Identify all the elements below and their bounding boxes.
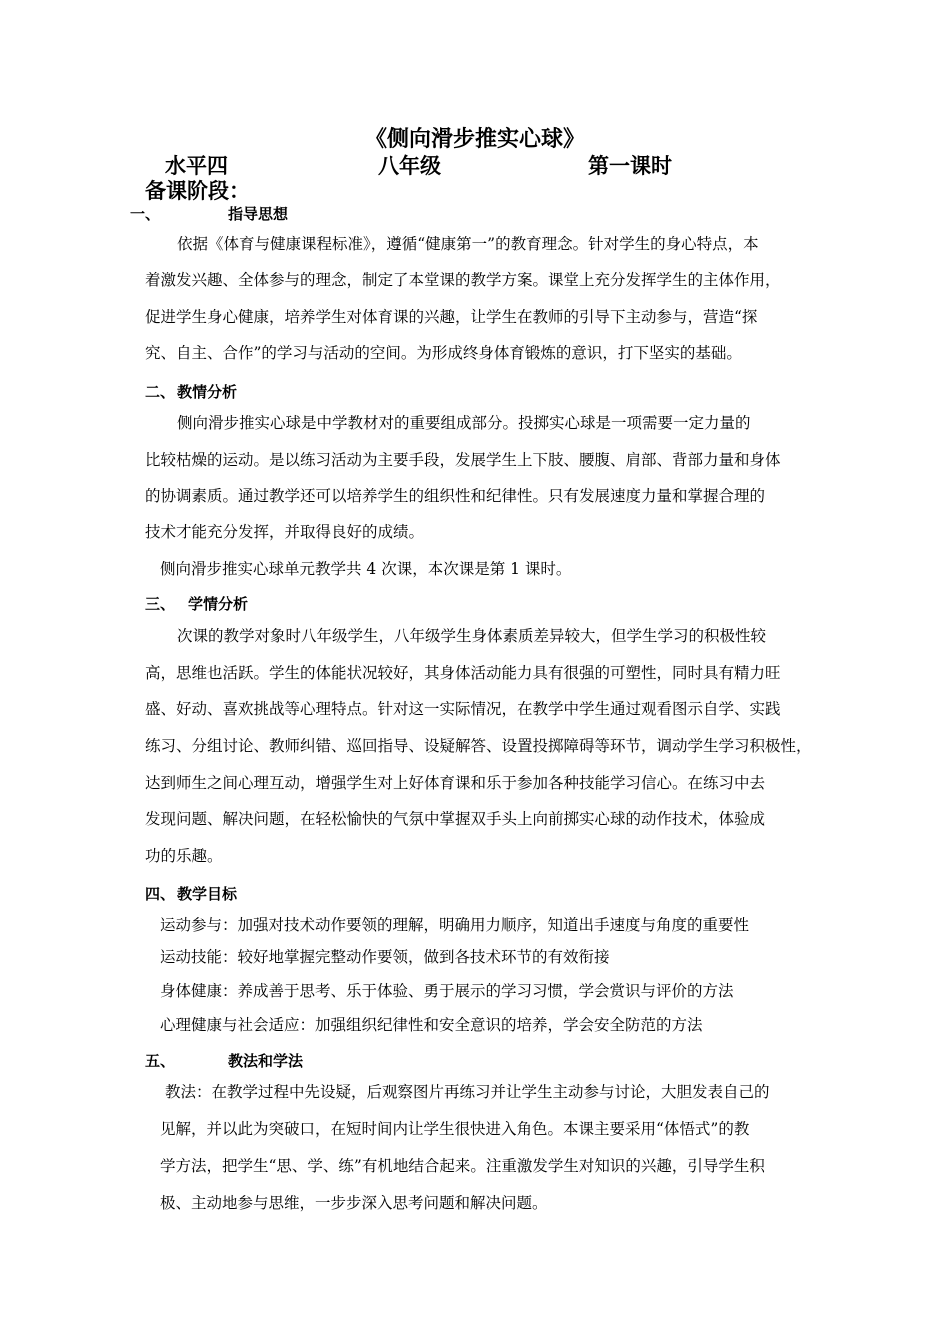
document-title: 《侧向滑步推实心球》 — [364, 126, 585, 152]
section-2-number: 二、 — [145, 383, 176, 401]
section-1-number: 一、 — [130, 205, 161, 223]
section-4-line: 心理健康与社会适应：加强组织纪律性和安全意识的培养，学会安全防范的方法 — [160, 1016, 703, 1034]
section-4-number: 四、 — [145, 885, 176, 903]
section-1-line: 促进学生身心健康，培养学生对体育课的兴趣，让学生在教师的引导下主动参与，营造“探 — [145, 308, 758, 326]
section-4-line: 身体健康：养成善于思考、乐于体验、勇于展示的学习习惯，学会赏识与评价的方法 — [160, 982, 734, 1000]
section-5-heading: 教法和学法 — [228, 1052, 304, 1070]
section-3-line: 发现问题、解决问题，在轻松愉快的气氛中掌握双手头上向前掷实心球的动作技术，体验成 — [145, 810, 766, 828]
prep-stage-label: 备课阶段： — [145, 178, 250, 203]
section-3-number: 三、 — [145, 595, 176, 613]
section-4-line: 运动参与：加强对技术动作要领的理解，明确用力顺序，知道出手速度与角度的重要性 — [160, 916, 750, 934]
section-3-line: 高，思维也活跃。学生的体能状况较好，其身体活动能力具有很强的可塑性，同时具有精力旺 — [145, 664, 781, 682]
section-2-line: 技术才能充分发挥，并取得良好的成绩。 — [145, 523, 425, 541]
section-2-heading: 教情分析 — [177, 383, 238, 401]
section-3-line: 练习、分组讨论、教师纠错、巡回指导、设疑解答、设置投掷障碍等环节，调动学生学习积极性， — [145, 737, 812, 755]
section-2-line: 的协调素质。通过教学还可以培养学生的组织性和纪律性。只有发展速度力量和掌握合理的 — [145, 487, 766, 505]
section-2-line: 比较枯燥的运动。是以练习活动为主要手段，发展学生上下肢、腰腹、肩部、背部力量和身体 — [145, 451, 781, 469]
section-4-heading: 教学目标 — [177, 885, 238, 903]
section-2-line: 侧向滑步推实心球是中学教材对的重要组成部分。投掷实心球是一项需要一定力量的 — [177, 414, 751, 432]
section-3-heading: 学情分析 — [188, 595, 249, 613]
section-3-line: 达到师生之间心理互动，增强学生对上好体育课和乐于参加各种技能学习信心。在练习中去 — [145, 774, 766, 792]
section-1-line: 依据《体育与健康课程标准》，遵循“健康第一”的教育理念。针对学生的身心特点，本 — [177, 235, 759, 253]
section-5-line: 极、主动地参与思维，一步步深入思考问题和解决问题。 — [160, 1194, 548, 1212]
section-1-heading: 指导思想 — [228, 205, 289, 223]
section-1-line: 着激发兴趣、全体参与的理念，制定了本堂课的教学方案。课堂上充分发挥学生的主体作用， — [145, 271, 781, 289]
section-5-number: 五、 — [145, 1052, 176, 1070]
section-5-line: 见解，并以此为突破口，在短时间内让学生很快进入角色。本课主要采用“体悟式”的教 — [160, 1120, 750, 1138]
header-lesson: 第一课时 — [588, 153, 672, 178]
header-grade: 八年级 — [378, 153, 441, 178]
section-3-line: 盛、好动、喜欢挑战等心理特点。针对这一实际情况，在教学中学生通过观看图示自学、实践 — [145, 700, 781, 718]
section-5-line: 学方法，把学生“思、学、练”有机地结合起来。注重激发学生对知识的兴趣，引导学生积 — [160, 1157, 765, 1175]
section-2-line: 侧向滑步推实心球单元教学共 4 次课，本次课是第 1 课时。 — [160, 560, 572, 578]
section-5-line: 教法：在教学过程中先设疑，后观察图片再练习并让学生主动参与讨论，大胆发表自己的 — [165, 1083, 770, 1101]
section-3-line: 功的乐趣。 — [145, 847, 223, 865]
header-level: 水平四 — [165, 153, 228, 178]
section-4-line: 运动技能：较好地掌握完整动作要领，做到各技术环节的有效衔接 — [160, 948, 610, 966]
section-1-line: 究、自主、合作”的学习与活动的空间。为形成终身体育锻炼的意识，打下坚实的基础。 — [145, 344, 742, 362]
section-3-line: 次课的教学对象时八年级学生，八年级学生身体素质差异较大，但学生学习的积极性较 — [177, 627, 767, 645]
